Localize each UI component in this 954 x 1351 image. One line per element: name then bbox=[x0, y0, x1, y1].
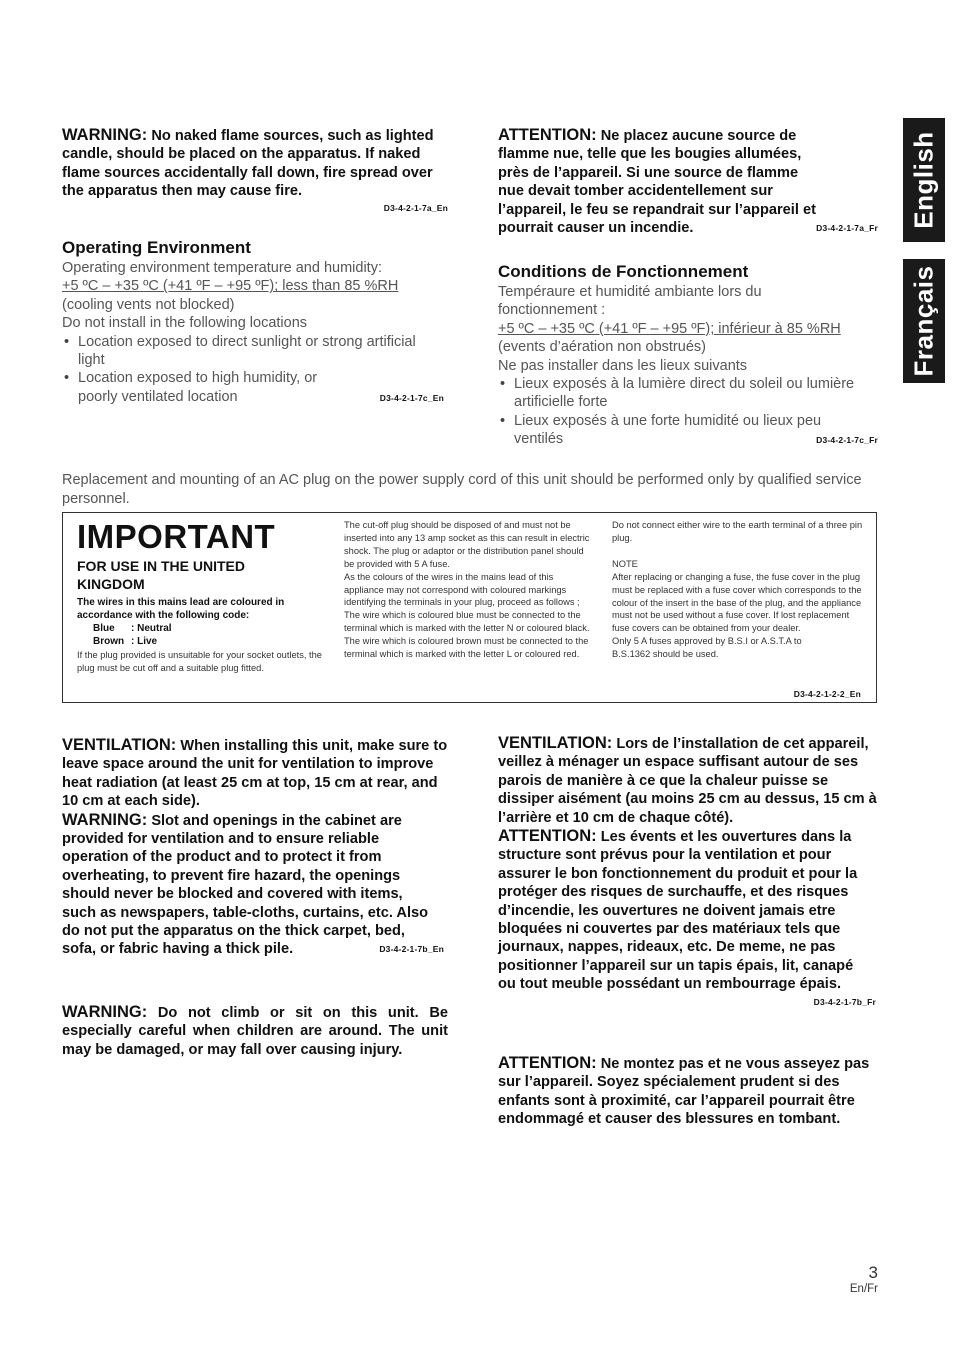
ref-code: D3-4-2-1-7b_Fr bbox=[813, 997, 876, 1007]
important-para: As the colours of the wires in the mains lead of this appliance may not correspond with coloured markings identifying the terminals in your plug, proceed as follows ; bbox=[344, 571, 580, 608]
ref-code: D3-4-2-1-7a_En bbox=[383, 202, 448, 213]
tab-english bbox=[903, 118, 945, 242]
attention-label: ATTENTION: bbox=[498, 1054, 597, 1072]
ventilation-en bbox=[62, 736, 448, 959]
cond-line: (events d’aération non obstrués) bbox=[498, 339, 706, 356]
attention-flame-fr bbox=[498, 126, 880, 237]
important-para: The wire which is coloured blue must be connected to the terminal which is marked with the letter N or coloured black. bbox=[344, 610, 590, 634]
important-para: The cut-off plug should be disposed of and must not be inserted into any 13 amp socket as this can result in electric shock. The plug or adaptor or the distribution panel should be provided with 5 A fuse. bbox=[344, 520, 590, 569]
tab-francais bbox=[903, 259, 945, 383]
ventilation-text: When installing this unit, make sure to leave space around the unit for ventilation to improve heat radiation (at least 25 cm at top, 15 cm at rear, and 10 cm at each side). bbox=[62, 738, 448, 810]
ventilation-fr bbox=[498, 734, 880, 1007]
attention-label: ATTENTION: bbox=[498, 827, 597, 846]
conditions-title: Conditions de Fonctionnement bbox=[498, 262, 749, 281]
op-env-range: +5 ºC – +35 ºC (+41 ºF – +95 ºF); less than 85 %RH bbox=[62, 278, 399, 295]
attention-climb-fr bbox=[498, 1054, 880, 1129]
important-col-1 bbox=[77, 518, 333, 675]
attention-text: Ne placez aucune source de flamme nue, telle que les bougies allumées, près de l’appareil. Si une source de flamme nue devait tomber accidentellement sur l’appareil, le feu se repandrait sur l’appareil et pourrait causer un incendie. bbox=[498, 128, 816, 237]
wire-brown-label: Brown bbox=[93, 636, 125, 647]
operating-environment bbox=[62, 238, 446, 406]
important-title: IMPORTANT bbox=[77, 518, 276, 555]
important-col-2 bbox=[344, 519, 594, 661]
warning-flame-en bbox=[62, 126, 448, 213]
wire-blue bbox=[93, 622, 333, 635]
warning-label: WARNING: bbox=[62, 1003, 148, 1021]
ref-code: D3-4-2-1-7c_En bbox=[379, 393, 444, 403]
important-para: Only 5 A fuses approved by B.S.I or A.S.T.A to B.S.1362 should be used. bbox=[612, 636, 802, 660]
list-item: • Location exposed to direct sunlight or strong artificial light bbox=[62, 333, 446, 370]
wire-blue-label: Blue bbox=[93, 623, 115, 634]
page-lang: En/Fr bbox=[849, 1283, 878, 1295]
attention-text: Ne montez pas et ne vous asseyez pas sur l’appareil. Soyez spécialement prudent si des enfants sont à proximité, car l’appareil pourrait être endommagé et causer des blessures en tombant. bbox=[498, 1056, 870, 1128]
wire-brown-value: : Live bbox=[131, 636, 158, 647]
ventilation-label: VENTILATION: bbox=[498, 734, 613, 752]
list-item: • Lieux exposés à la lumière direct du soleil ou lumière artificielle forte bbox=[498, 375, 880, 412]
wire-brown bbox=[93, 635, 333, 648]
wire-blue-value: : Neutral bbox=[131, 623, 172, 634]
ventilation-label: VENTILATION: bbox=[62, 736, 177, 754]
warning-label: WARNING: bbox=[62, 810, 148, 829]
important-para: Do not connect either wire to the earth terminal of a three pin plug. bbox=[612, 520, 863, 543]
important-subtitle: FOR USE IN THE UNITED KINGDOM bbox=[77, 558, 246, 592]
wires-intro: The wires in this mains lead are coloured in accordance with the following code: bbox=[77, 597, 285, 621]
unsuitable-note: If the plug provided is unsuitable for your socket outlets, the plug must be cut off and a suitable plug fitted. bbox=[77, 650, 322, 673]
note-label: NOTE bbox=[612, 558, 638, 569]
page-number: 3 bbox=[868, 1263, 878, 1282]
warning-text: Slot and openings in the cabinet are provided for ventilation and to ensure reliable operation of the product and to protect it from overheating, to prevent fire hazard, the openings should never be blocked and covered with items, such as newspapers, table-cloths, curtains, etc. Also do not put the apparatus on the thick carpet, bed, sofa, or fabric having a thick pile. bbox=[62, 812, 429, 958]
op-env-line: (cooling vents not blocked) bbox=[62, 296, 235, 313]
important-para: After replacing or changing a fuse, the fuse cover in the plug must be replaced with a fuse cover which corresponds to the colour of the insert in the base of the plug, and the appliance must not be used without a fuse cover. If lost replacement fuse covers can be obtained from your dealer. bbox=[612, 571, 862, 634]
ref-code: D3-4-2-1-7b_En bbox=[379, 944, 444, 954]
tab-english-label: English bbox=[908, 131, 939, 229]
op-env-line: Do not install in the following locations bbox=[62, 315, 308, 332]
cond-line: Ne pas installer dans les lieux suivants bbox=[498, 357, 748, 374]
ventilation-text: Lors de l’installation de cet appareil, veillez à ménager un espace suffisant autour de ses parois de manière à ce que la chaleur puisse se dissiper aisément (au moins 25 cm au dessus, 15 cm à l’arrière et 10 cm de chaque côté). bbox=[498, 736, 877, 826]
warning-label: WARNING: bbox=[62, 126, 148, 144]
cond-range: +5 ºC – +35 ºC (+41 ºF – +95 ºF); inférieur à 85 %RH bbox=[498, 320, 841, 337]
important-code: D3-4-2-1-2-2_En bbox=[793, 689, 861, 699]
op-env-line: Operating environment temperature and humidity: bbox=[62, 260, 382, 276]
replacement-note: Replacement and mounting of an AC plug on the power supply cord of this unit should be performed only by qualified service personnel. bbox=[62, 472, 862, 507]
cond-line: Tempéraure et humidité ambiante lors du fonctionnement : bbox=[498, 284, 762, 319]
important-para: The wire which is coloured brown must be connected to the terminal which is marked with the letter L or coloured red. bbox=[344, 636, 589, 660]
important-col-3 bbox=[612, 519, 866, 661]
attention-label: ATTENTION: bbox=[498, 126, 597, 144]
ref-code: D3-4-2-1-7c_Fr bbox=[816, 435, 878, 445]
list-item-text: Location exposed to high humidity, or poorly ventilated location bbox=[78, 370, 318, 405]
operating-environment-title: Operating Environment bbox=[62, 238, 251, 257]
conditions-fonctionnement bbox=[498, 262, 880, 449]
ref-code: D3-4-2-1-7a_Fr bbox=[816, 223, 878, 233]
tab-francais-label: Français bbox=[908, 265, 939, 377]
warning-text: No naked flame sources, such as lighted candle, should be placed on the apparatus. If naked flame sources accidentally fall down, fire spread over the apparatus then may cause fire. bbox=[62, 128, 434, 200]
attention-text: Les évents et les ouvertures dans la structure sont prévus pour la ventilation et pour assurer le bon fonctionnement du produit et pour la protéger des risques de surchauffe, et des risques d’incendie, les ouvertures ne doivent jamais etre bloquées ni couvertes par des matériaux tels que journaux, nappes, rideaux, etc. De meme, ne pas positionner l’appareil sur un tapis épais, lit, canapé ou tout meuble possédant un rembourrage épais. bbox=[498, 829, 858, 993]
warning-text: Do not climb or sit on this unit. Be especially careful when children are around. The unit may be damaged, or may fall over causing injury. bbox=[62, 1005, 448, 1058]
list-item-text: Lieux exposés à une forte humidité ou lieux peu ventilés bbox=[514, 412, 822, 448]
warning-climb-en bbox=[62, 1003, 448, 1059]
